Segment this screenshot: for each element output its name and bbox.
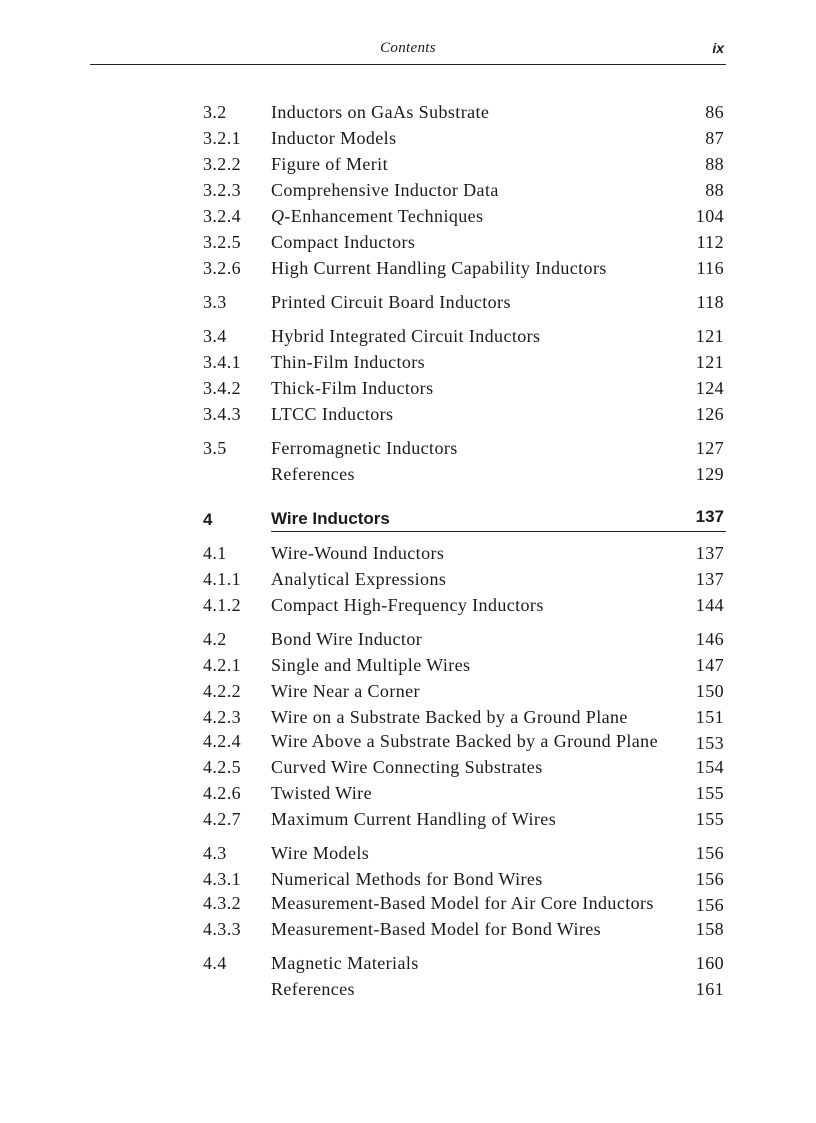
section-number: 4.2.6: [203, 783, 241, 803]
section-page: 156: [695, 843, 724, 863]
section-number: 3.2.2: [203, 154, 241, 174]
toc-entry: [203, 435, 726, 461]
section-title: Wire Above a Substrate Backed by a Ground Plane: [271, 731, 658, 751]
section-page: 87: [705, 128, 724, 148]
section-number: 4.2.5: [203, 757, 241, 777]
section-number: 4.3.3: [203, 919, 241, 939]
section-page: 155: [695, 783, 724, 803]
chapter-title: Wire Inductors: [271, 507, 726, 532]
section-number: 4.2.1: [203, 655, 241, 675]
running-title: Contents: [380, 40, 436, 56]
toc-entry: [203, 566, 726, 592]
section-number: 4.2.7: [203, 809, 241, 829]
toc-entry: [203, 540, 726, 566]
section-number: 4.3.1: [203, 869, 241, 889]
section-number: 4.2.2: [203, 681, 241, 701]
section-title: Magnetic Materials: [271, 953, 419, 973]
section-page: 137: [695, 569, 724, 589]
section-number: 3.2.5: [203, 232, 241, 252]
toc-entry: [203, 203, 726, 229]
section-page: 155: [695, 809, 724, 829]
section-title: Inductor Models: [271, 128, 397, 148]
section-number: 3.3: [203, 292, 227, 312]
toc-entry: [203, 754, 726, 780]
toc-entry: [203, 704, 726, 730]
section-page: 154: [695, 757, 724, 777]
section-page: 144: [695, 595, 724, 615]
section-title: Compact High-Frequency Inductors: [271, 595, 544, 615]
section-page: 153: [695, 733, 724, 753]
section-title-text: -Enhancement Techniques: [284, 206, 484, 226]
section-title: Wire-Wound Inductors: [271, 543, 445, 563]
chapter-number: 4: [203, 510, 213, 529]
section-number: 4.3: [203, 843, 227, 863]
toc-entry: [203, 840, 726, 866]
section-page: 104: [695, 206, 724, 226]
section-title: Measurement-Based Model for Air Core Inductors: [271, 893, 654, 913]
section-number: 4.1.1: [203, 569, 241, 589]
section-title: Single and Multiple Wires: [271, 655, 471, 675]
section-title: Thick-Film Inductors: [271, 378, 434, 398]
section-title: LTCC Inductors: [271, 404, 394, 424]
section-number: 3.2.3: [203, 180, 241, 200]
section-page: 88: [705, 154, 724, 174]
section-number: 4.2.4: [203, 731, 241, 751]
section-title: Maximum Current Handling of Wires: [271, 809, 557, 829]
toc-entry: [203, 99, 726, 125]
section-page: 137: [695, 543, 724, 563]
section-page: 124: [695, 378, 724, 398]
section-page: 118: [696, 292, 724, 312]
section-number: 4.2: [203, 629, 227, 649]
section-title: Figure of Merit: [271, 154, 388, 174]
section-page: 156: [695, 895, 724, 915]
section-number: 3.2: [203, 102, 227, 122]
section-page: 116: [696, 258, 724, 278]
section-number: 3.2.4: [203, 206, 241, 226]
section-title: [271, 203, 726, 229]
toc-entry: [203, 255, 726, 281]
section-number: 4.4: [203, 953, 227, 973]
section-page: 121: [695, 326, 724, 346]
section-page: 151: [695, 707, 724, 727]
section-page: 126: [695, 404, 724, 424]
toc-entry: [203, 349, 726, 375]
toc-entry: [203, 592, 726, 618]
section-number: 4.1: [203, 543, 227, 563]
section-title: Measurement-Based Model for Bond Wires: [271, 919, 602, 939]
toc-entry: [203, 401, 726, 427]
section-page: 86: [705, 102, 724, 122]
toc-entry: [203, 652, 726, 678]
toc-entry: [203, 177, 726, 203]
section-number: 3.5: [203, 438, 227, 458]
table-of-contents: [203, 99, 726, 1002]
chapter-heading: [203, 507, 726, 532]
section-title: Printed Circuit Board Inductors: [271, 292, 511, 312]
section-title: Wire Models: [271, 843, 370, 863]
section-number: 4.1.2: [203, 595, 241, 615]
toc-entry: [203, 976, 726, 1002]
section-title: High Current Handling Capability Inductors: [271, 258, 607, 278]
section-number: 4.2.3: [203, 707, 241, 727]
toc-entry: [203, 626, 726, 652]
toc-entry: [203, 892, 726, 916]
section-page: 147: [695, 655, 724, 675]
section-title: Ferromagnetic Inductors: [271, 438, 458, 458]
section-page: 156: [695, 869, 724, 889]
section-page: 158: [695, 919, 724, 939]
q-symbol: Q: [271, 206, 285, 226]
section-page: 146: [695, 629, 724, 649]
section-title: Thin-Film Inductors: [271, 352, 426, 372]
section-page: 88: [705, 180, 724, 200]
section-title: Twisted Wire: [271, 783, 372, 803]
section-page: 129: [695, 464, 724, 484]
toc-entry: [203, 375, 726, 401]
page-number: ix: [712, 40, 724, 56]
section-title: Analytical Expressions: [271, 569, 447, 589]
section-page: 150: [695, 681, 724, 701]
running-header: [90, 40, 726, 65]
section-number: 4.3.2: [203, 893, 241, 913]
toc-entry: [203, 806, 726, 832]
section-number: 3.4: [203, 326, 227, 346]
toc-entry: [203, 780, 726, 806]
toc-entry: [203, 950, 726, 976]
section-title: Comprehensive Inductor Data: [271, 180, 499, 200]
section-title: Hybrid Integrated Circuit Inductors: [271, 326, 541, 346]
chapter-page: 137: [695, 507, 724, 526]
section-title: References: [271, 464, 355, 484]
toc-entry: [203, 229, 726, 255]
section-title: Numerical Methods for Bond Wires: [271, 869, 543, 889]
section-page: 160: [695, 953, 724, 973]
section-title: Bond Wire Inductor: [271, 629, 423, 649]
section-title: Inductors on GaAs Substrate: [271, 102, 490, 122]
section-number: 3.4.3: [203, 404, 241, 424]
toc-entry: [203, 461, 726, 487]
section-number: 3.2.1: [203, 128, 241, 148]
toc-entry: [203, 866, 726, 892]
toc-entry: [203, 125, 726, 151]
toc-entry: [203, 678, 726, 704]
section-title: Wire Near a Corner: [271, 681, 420, 701]
toc-entry: [203, 323, 726, 349]
section-page: 112: [696, 232, 724, 252]
section-title: Compact Inductors: [271, 232, 416, 252]
section-number: 3.4.1: [203, 352, 241, 372]
section-number: 3.2.6: [203, 258, 241, 278]
toc-entry: [203, 916, 726, 942]
section-page: 161: [695, 979, 724, 999]
section-page: 121: [695, 352, 724, 372]
toc-entry: [203, 151, 726, 177]
section-title: Wire on a Substrate Backed by a Ground Plane: [271, 707, 628, 727]
section-number: 3.4.2: [203, 378, 241, 398]
section-page: 127: [695, 438, 724, 458]
section-title: Curved Wire Connecting Substrates: [271, 757, 543, 777]
toc-entry: [203, 730, 726, 754]
toc-entry: [203, 289, 726, 315]
section-title: References: [271, 979, 355, 999]
